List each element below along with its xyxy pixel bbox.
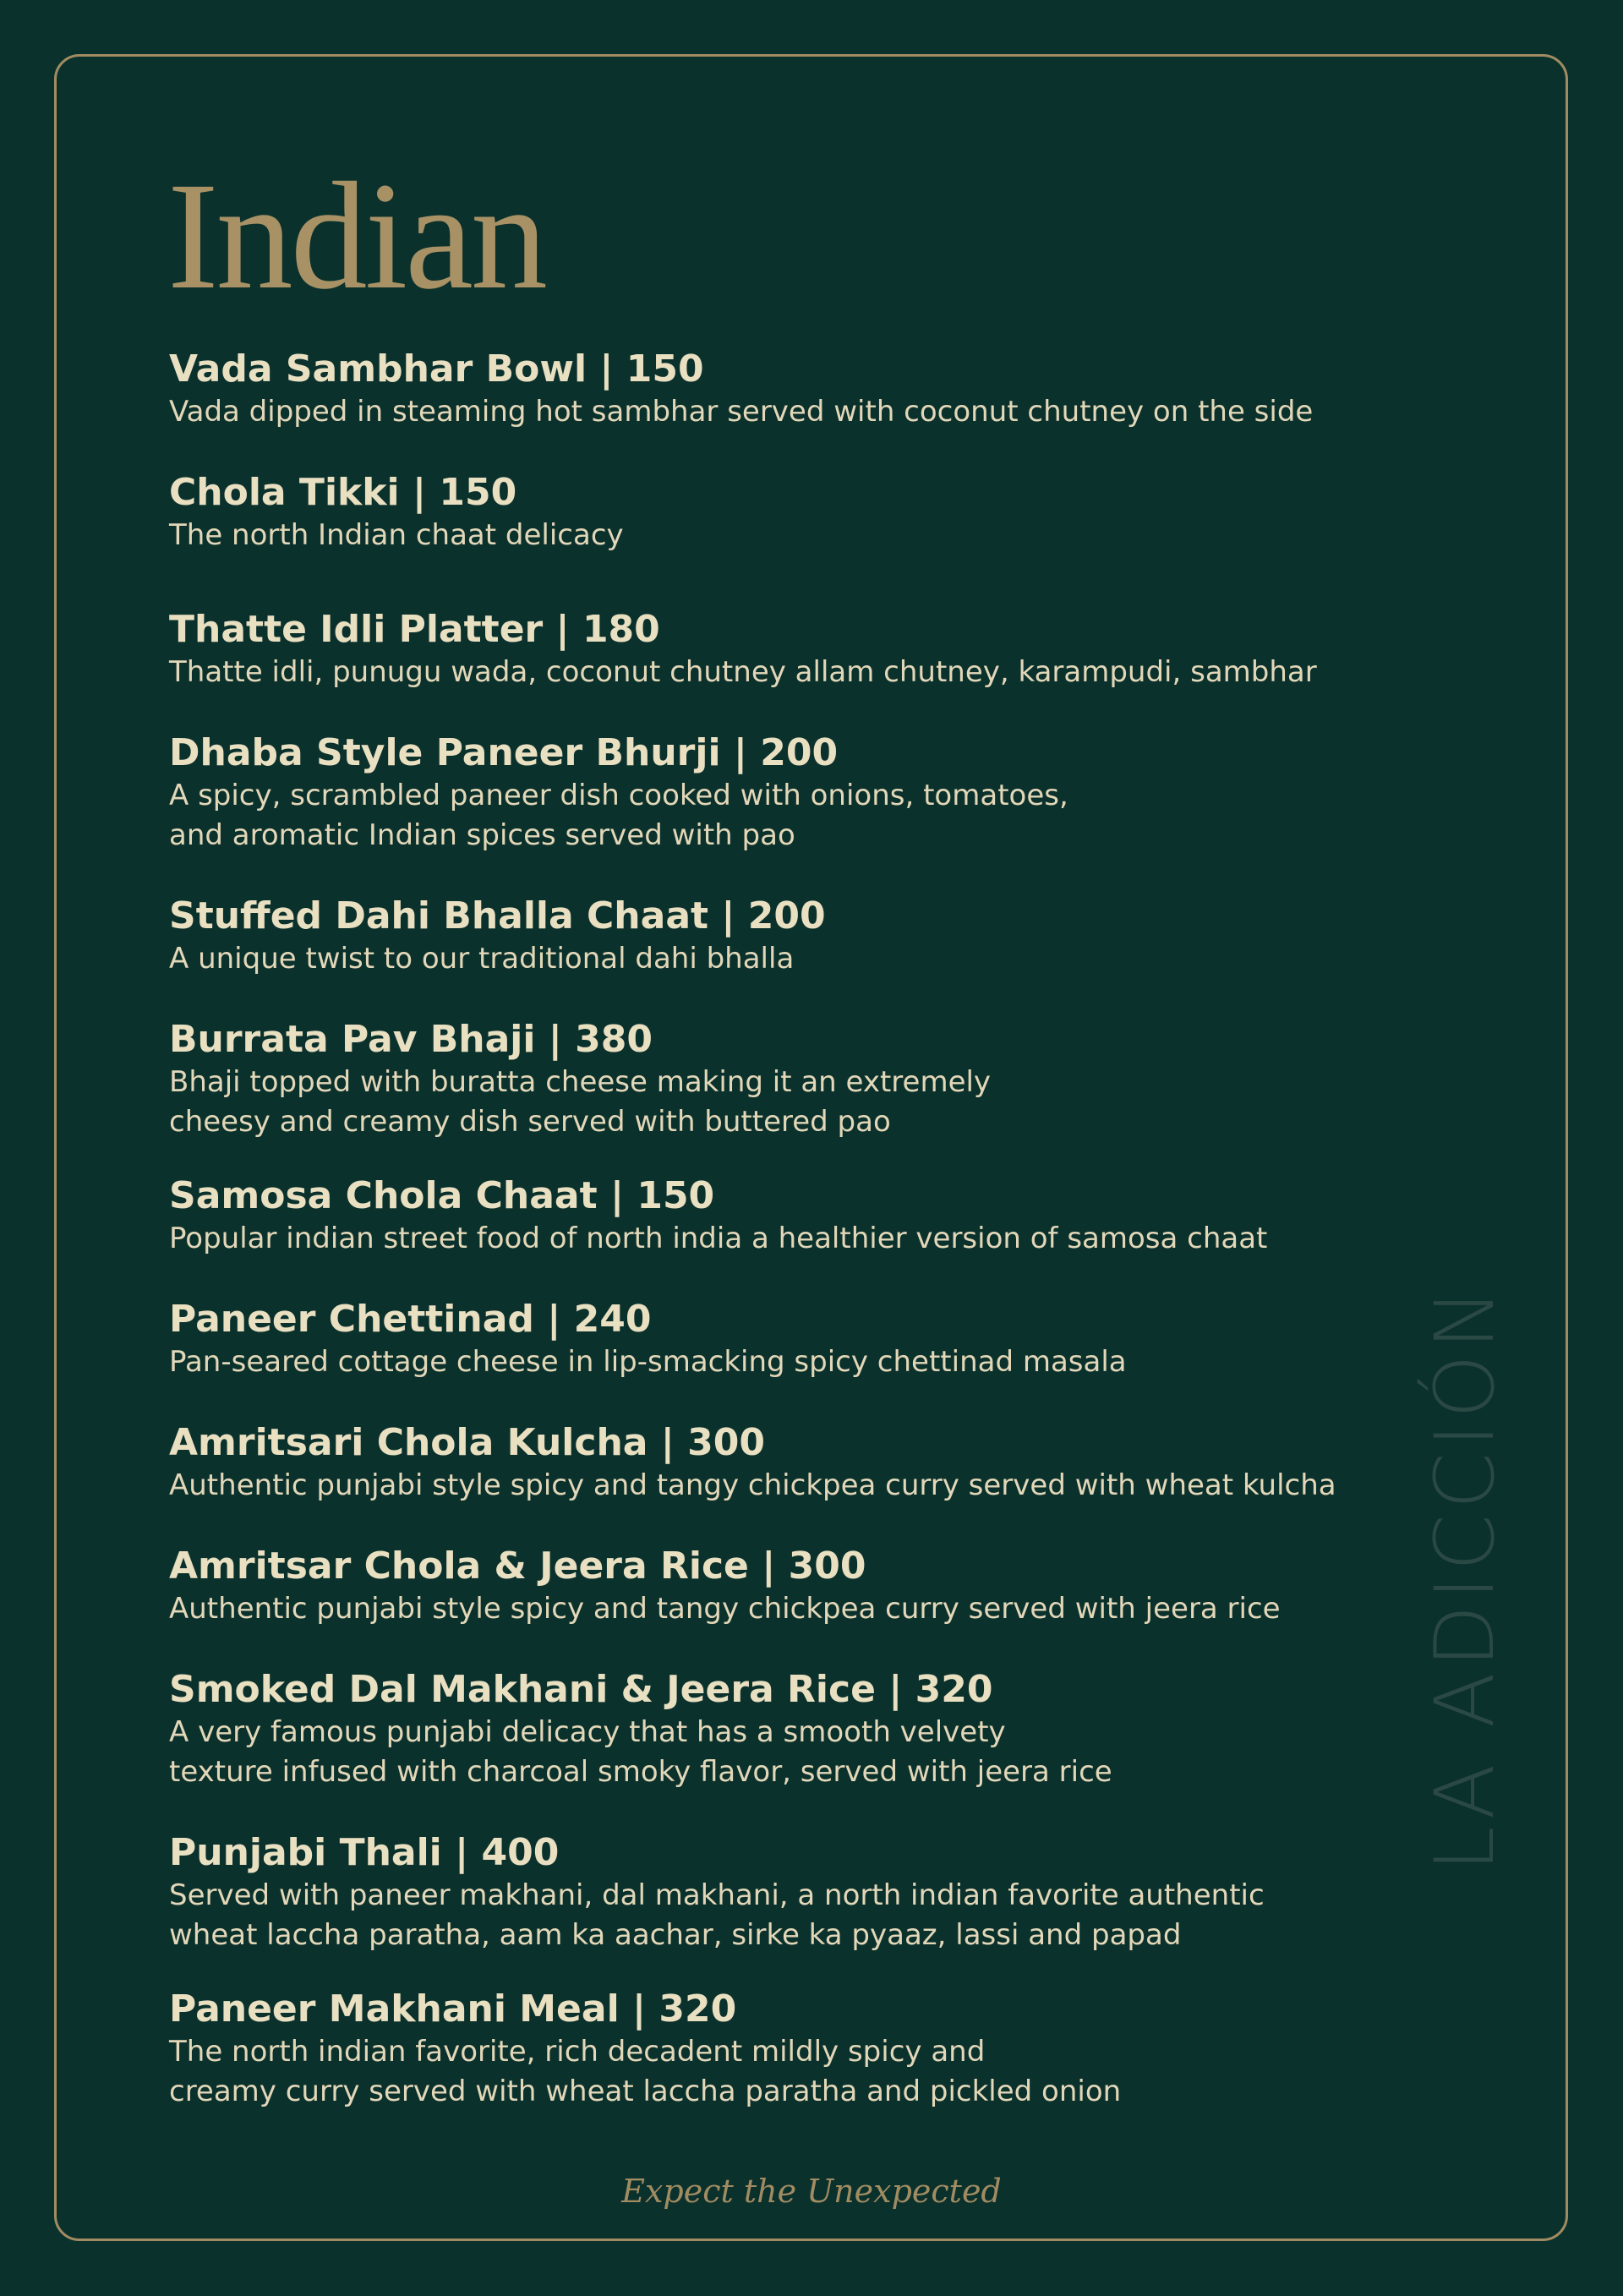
menu-item: [169, 607, 1420, 692]
menu-item-name: Thatte Idli Platter | 180: [169, 608, 660, 651]
menu-item-name: Burrata Pav Bhaji | 380: [169, 1018, 653, 1061]
menu-item: [169, 1667, 1420, 1792]
menu-item-description: Authentic punjabi style spicy and tangy chickpea curry served with jeera rice: [169, 1592, 1281, 1626]
menu-item: [169, 1987, 1420, 2112]
menu-item-description: The north Indian chaat delicacy: [169, 518, 624, 552]
menu-item-name: Vada Sambhar Bowl | 150: [169, 347, 704, 391]
menu-item-description: Popular indian street food of north india a healthier version of samosa chaat: [169, 1222, 1268, 1255]
menu-item-name: Amritsari Chola Kulcha | 300: [169, 1421, 766, 1464]
menu-item-name: Amritsar Chola & Jeera Rice | 300: [169, 1544, 866, 1588]
menu-item: [169, 1544, 1420, 1629]
menu-item-name: Samosa Chola Chaat | 150: [169, 1174, 715, 1217]
menu-item-description: Served with paneer makhani, dal makhani, a north indian favorite authentic wheat laccha paratha, aam ka aachar, sirke ka pyaaz, lassi and papad: [169, 1878, 1265, 1952]
menu-item-description: Vada dipped in steaming hot sambhar served with coconut chutney on the side: [169, 395, 1314, 429]
menu-item-description: A very famous punjabi delicacy that has a smooth velvety texture infused with charcoal smoky flavor, served with jeera rice: [169, 1715, 1112, 1789]
menu-item-name: Paneer Makhani Meal | 320: [169, 1987, 737, 2031]
menu-item: [169, 347, 1420, 432]
menu-item-description: A unique twist to our traditional dahi bhalla: [169, 942, 795, 976]
menu-item-name: Paneer Chettinad | 240: [169, 1298, 652, 1341]
page-title: Indian: [167, 151, 545, 321]
menu-item: [169, 730, 1420, 856]
menu-item-name: Smoked Dal Makhani & Jeera Rice | 320: [169, 1668, 993, 1711]
menu-item-description: A spicy, scrambled paneer dish cooked with onions, tomatoes, and aromatic Indian spices served with pao: [169, 779, 1068, 852]
menu-item: [169, 1420, 1420, 1506]
tagline: Expect the Unexpected: [621, 2173, 1002, 2210]
menu-item-description: Bhaji topped with buratta cheese making it an extremely cheesy and creamy dish served with buttered pao: [169, 1065, 992, 1139]
menu-item: [169, 1017, 1420, 1142]
menu-item: [169, 1830, 1420, 1955]
menu-item-name: Dhaba Style Paneer Bhurji | 200: [169, 731, 839, 774]
menu-item-description: Authentic punjabi style spicy and tangy chickpea curry served with wheat kulcha: [169, 1468, 1336, 1502]
menu-item-description: Thatte idli, punugu wada, coconut chutney allam chutney, karampudi, sambhar: [169, 655, 1317, 689]
menu-item: [169, 1297, 1420, 1382]
menu-item-description: The north indian favorite, rich decadent mildly spicy and creamy curry served with wheat laccha paratha and pickled onion: [169, 2035, 1122, 2108]
menu-item: [169, 1173, 1420, 1259]
menu-item-name: Stuffed Dahi Bhalla Chaat | 200: [169, 894, 826, 938]
brand-watermark: LA ADICCIÓN: [1418, 1283, 1512, 1872]
menu-item-name: Chola Tikki | 150: [169, 471, 517, 514]
menu-item: [169, 894, 1420, 979]
menu-item-description: Pan-seared cottage cheese in lip-smacking spicy chettinad masala: [169, 1345, 1127, 1379]
menu-item-name: Punjabi Thali | 400: [169, 1831, 560, 1874]
menu-item: [169, 470, 1420, 555]
